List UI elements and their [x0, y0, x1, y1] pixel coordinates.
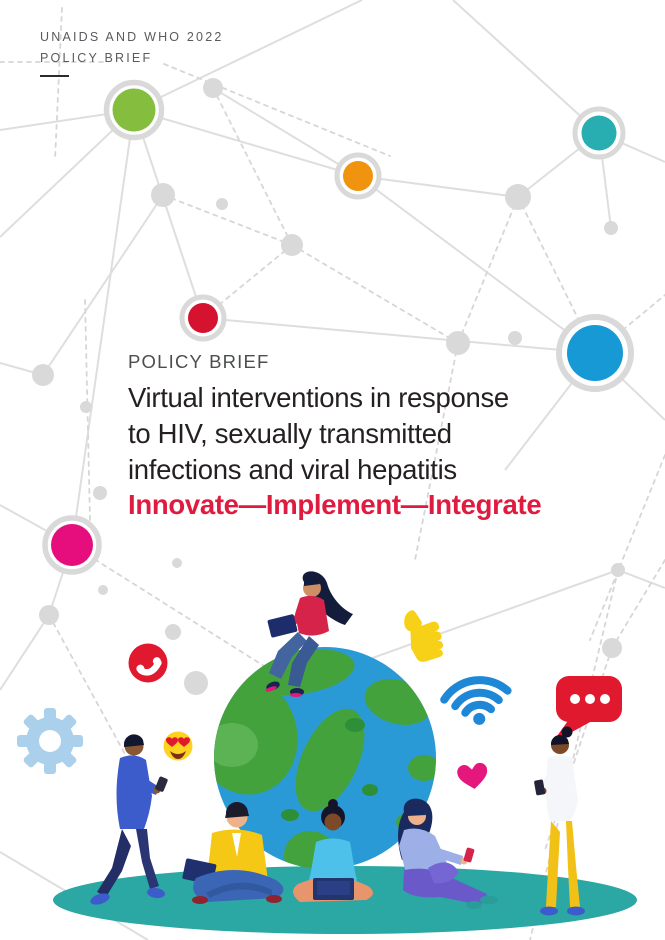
- thumbs-up-icon: [401, 604, 447, 664]
- gear-icon: [17, 708, 83, 774]
- title-line-3: infections and viral hepatitis: [128, 454, 457, 485]
- header-doc-type-line: POLICY BRIEF: [40, 51, 153, 65]
- heart-icon: [456, 762, 489, 791]
- title-tagline: Innovate—Implement—Integrate: [128, 489, 542, 520]
- title-line-2: to HIV, sexually transmitted: [128, 418, 452, 449]
- network-node-teal: [575, 109, 623, 157]
- title-line-1: Virtual interventions in response: [128, 382, 509, 413]
- heart-eyes-emoji-icon: [164, 732, 193, 761]
- person-sitting-phone-right: [398, 799, 498, 909]
- page-title: [128, 380, 509, 488]
- header-publisher-line: UNAIDS AND WHO 2022: [40, 30, 224, 44]
- network-node-orange: [337, 155, 379, 197]
- title-kicker: POLICY BRIEF: [128, 351, 270, 372]
- network-node-blue: [559, 317, 631, 389]
- phone-call-icon: [129, 644, 168, 683]
- wifi-icon: [442, 676, 512, 729]
- illustration: [17, 571, 637, 934]
- network-node-green: [107, 83, 162, 138]
- network-node-pink: [45, 518, 99, 572]
- network-node-red: [182, 297, 224, 339]
- header-rule: [40, 75, 69, 77]
